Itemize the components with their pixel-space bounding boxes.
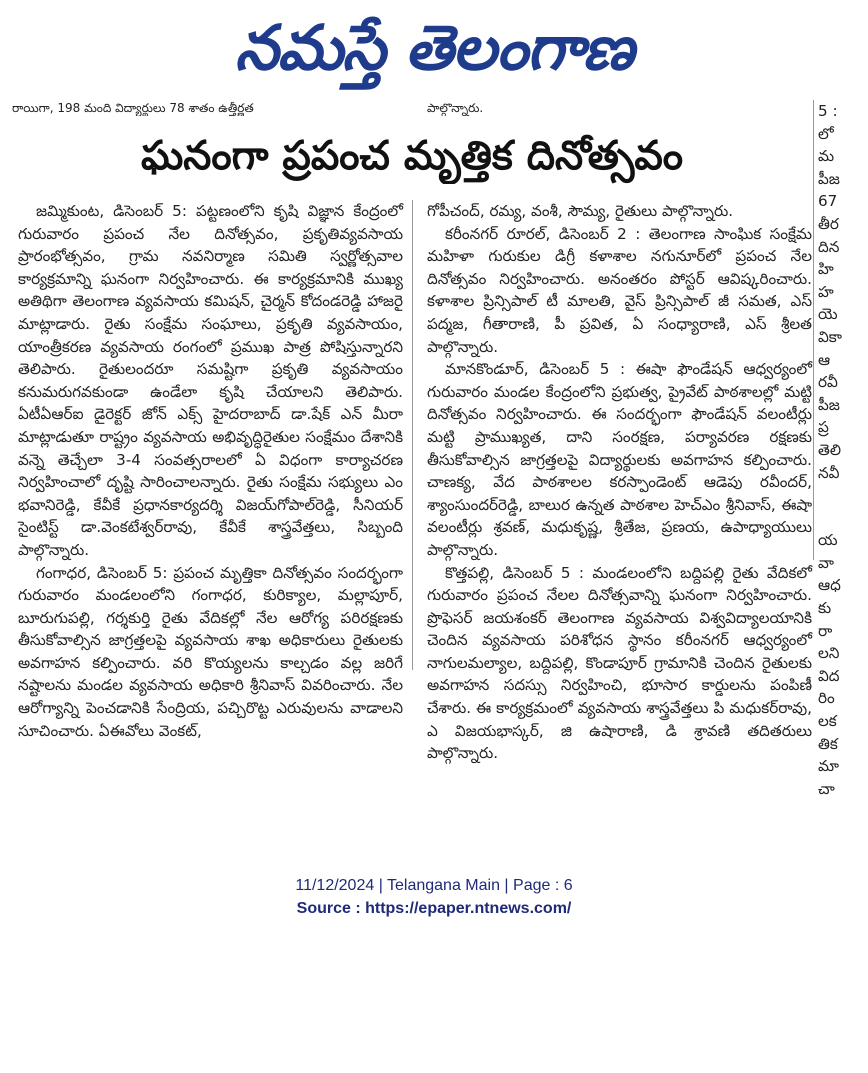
fragment-line: లని	[818, 644, 840, 663]
top-cutline-left: రాయిగా, 198 మంది విద్యార్థులు 78 శాతం ఉత్తీర్ణత	[12, 101, 254, 115]
fragment-line: మా	[818, 757, 839, 776]
fragment-line: హ	[818, 282, 834, 301]
fragment-line: రవీ	[818, 373, 838, 392]
fragment-line: యె	[818, 305, 838, 324]
fragment-line: రా	[818, 621, 833, 640]
fragment-line: హి	[818, 260, 834, 279]
fragment-line: 5 :	[818, 102, 838, 120]
fragment-line: నవీ	[818, 463, 840, 482]
fragment-line: దిన	[818, 237, 840, 256]
fragment-line: వా	[818, 553, 834, 572]
fragment-line: మ	[818, 147, 835, 166]
fragment-line: య	[818, 531, 838, 550]
masthead	[0, 0, 868, 100]
fragment-line: విద	[818, 666, 840, 685]
fragment-line: ఆధ	[818, 576, 841, 595]
fragment-line	[818, 507, 860, 530]
adjacent-article-fragment	[818, 100, 860, 800]
fragment-line: రిం	[818, 689, 835, 708]
footer-date-page: 11/12/2024 | Telangana Main | Page : 6	[295, 877, 573, 894]
fragment-line: ఆ	[818, 350, 831, 369]
fragment-line: వికా	[818, 327, 842, 346]
fragment-line: తెలి	[818, 440, 841, 459]
paragraph-continued: గోపీచంద్, రమ్య, వంశీ, సౌమ్య, రైతులు పాల్గొన్నారు.	[427, 202, 734, 220]
paragraph-karimnagar-rural: కరీంనగర్ రూరల్, డిసెంబర్ 2 : తెలంగాణ సాంఘిక సంక్షేమ మహిళా గురుకుల డిగ్రీ కళాశాల నగునూర్‌లో ప్రపంచ నేల దినోత్సవం నిర్వహించారు. అనంతరం పోస్టర్ ఆవిష్కరించారు. కళాశాల ప్రిన్సిపాల్ టీ మాలతి, వైస్ ప్రిన్సిపాల్ జీ సమత, ఎస్ పద్మజ, గీతారాణి, పీ ప్రవిత, ఏ సంధ్యారాణి, ఎస్ శ్రీలత పాల్గొన్నారు.	[427, 224, 812, 356]
newspaper-clipping	[12, 100, 860, 840]
newspaper-logo: నమస్తే తెలంగాణ	[234, 11, 634, 84]
paragraph-kothapalli: కొత్తపల్లి, డిసెంబర్ 5 : మండలంలోని బద్దిపల్లి రైతు వేదికలో గురువారం ప్రపంచ నేలల దినోత్సవాన్ని ఘనంగా నిర్వహించారు. ప్రొఫెసర్ జయశంకర్ తెలంగాణ వ్యవసాయ విశ్వవిద్యాలయానికి చెందిన వ్యవసాయ పరిశోధన స్థానం కరీంనగర్ ఆధ్వర్యంలో నాగులమల్యాల, బద్దిపల్లి, కొండాపూర్ గ్రామానికి చెందిన రైతులకు అవగాహన సదస్సు నిర్వహించి, భూసార కార్డులను పంపిణీ చేశారు. ఈ కార్యక్రమంలో వ్యవసాయ శాస్త్రవేత్తలు పి మధుకర్‌రావు, ఎ విజయభాస్కర్, జి ఉషారాణి, డి శ్రావణి తదితరులు పాల్గొన్నారు.	[427, 563, 812, 763]
fragment-line: పీజ	[818, 395, 840, 414]
fragment-line: ప్ర	[818, 418, 829, 437]
fragment-line: తిక	[818, 734, 838, 753]
column-divider-right	[813, 100, 814, 560]
fragment-line: లో	[818, 124, 834, 143]
column-divider	[412, 200, 413, 670]
fragment-line: పీజ	[818, 169, 840, 188]
fragment-line: లక	[818, 712, 837, 731]
fragment-line: చా	[818, 779, 835, 798]
fragment-line: కు	[818, 599, 832, 618]
top-cutline-right: పాల్గొన్నారు.	[427, 101, 484, 115]
article-column-1	[18, 200, 403, 742]
paragraph-jammikunta: జమ్మికుంట, డిసెంబర్ 5: పట్టణంలోని కృషి విజ్ఞాన కేంద్రంలో గురువారం ప్రపంచ నేల దినోత్సవం, ప్రకృతివ్యవసాయ ప్రారంభోత్సవం, గ్రామ నవనిర్మాణ సమితి స్వర్ణోత్సవాల కార్యక్రమాన్ని ఘనంగా నిర్వహించారు. ఈ కార్యక్రమానికి ముఖ్య అతిథిగా తెలంగాణ వ్యవసాయ కమిషన్, చైర్మన్ కోదండరెడ్డి హాజరై మాట్లాడారు. రైతు సంక్షేమ సంఘాలు, ప్రకృతి వ్యవసాయం, యాంత్రీకరణ వ్యవసాయ రంగంలో ప్రముఖ పాత్ర పోషిస్తున్నారని తెలిపారు. రైతులందరూ సమష్టిగా ప్రకృతి వ్యవసాయం కనుమరుగవకుండా ఉండేలా కృషి చేయాలని తెలిపారు. ఏటీఏఆర్ఐ డైరెక్టర్ జోన్ ఎక్స్ హైదరాబాద్ డా.షేక్ ఎన్ మీరా మాట్లాడుతూ రాష్ట్రం వ్యవసాయ అభివృద్ధిరైతుల సంక్షేమం దేశానికి వన్నె తెచ్చేలా 3-4 సంవత్సరాలలో ఏ విధంగా కార్యాచరణ నిర్వహించాలో దృష్టి సారించాలన్నారు. రైతు సంక్షేమ సభ్యులు ఎం భవానిరెడ్డి, కేవీకే ప్రధానకార్యదర్శి విజయ్‌గోపాల్‌రెడ్డి, సీనియర్ సైంటిస్ట్ డా.వెంకటేశ్వర్‌రావు, కేవీకే శాస్త్రవేత్తలు, సిబ్బంది పాల్గొన్నారు.	[18, 202, 403, 559]
paragraph-gangadhara: గంగాధర, డిసెంబర్ 5: ప్రపంచ మృత్తికా దినోత్సవం సందర్భంగా గురువారం మండలంలోని గంగాధర, కురిక్యాల, మల్లాపూర్, బూరుగుపల్లి, గర్శకుర్తి రైతు వేదికల్లో నేల ఆరోగ్య పరిరక్షణకు తీసుకోవాల్సిన జాగ్రత్తలపై వ్యవసాయ శాఖ అధికారులు రైతులకు అవగాహన కల్పించారు. వరి కొయ్యలను కాల్చడం వల్ల జరిగే నష్టాలను మండల వ్యవసాయ అధికారి శ్రీనివాస్ వివరించారు. నేల ఆరోగ్యాన్ని పెంచడానికి సేంద్రియ, పచ్చిరొట్ట ఎరువులను వాడాలని సూచించారు. ఏఈవోలు వెంకట్,	[18, 563, 403, 740]
fragment-line: 67	[818, 192, 838, 211]
fragment-line	[818, 484, 860, 507]
article-column-2	[427, 200, 812, 765]
paragraph-manakondur: మానకొండూర్, డిసెంబర్ 5 : ఈషా ఫౌండేషన్ ఆధ్వర్యంలో గురువారం మండల కేంద్రంలోని ప్రభుత్వ, ప్రైవేట్ పాఠశాలల్లో మట్టి దినోత్సవం నిర్వహించారు. ఈ సందర్భంగా ఫౌండేషన్ వలంటీర్లు మట్టి ప్రాముఖ్యత, దాని సంరక్షణ, పర్యావరణ రక్షణకు తీసుకోవాల్సిన జాగ్రత్తలపై విద్యార్థులకు అవగాహన కల్పించారు. చాణక్య, వేద పాఠశాలల కరస్పాండెంట్ ఆడెపు రవీందర్, శ్యాంసుందర్‌రెడ్డి, బాలుర ఉన్నత పాఠశాల హెచ్‌ఎం శ్రీనివాస్, ఈషా వలంటీర్లు శ్రవణ్, మధుకృష్ణ, శ్రీతేజ, ప్రణయ, ఉపాధ్యాయులు పాల్గొన్నారు.	[427, 360, 812, 559]
footer-source: Source : https://epaper.ntnews.com/	[296, 900, 572, 917]
headline: ఘనంగా ప్రపంచ మృత్తిక దినోత్సవం	[140, 133, 684, 179]
fragment-line: తీర	[818, 214, 839, 233]
